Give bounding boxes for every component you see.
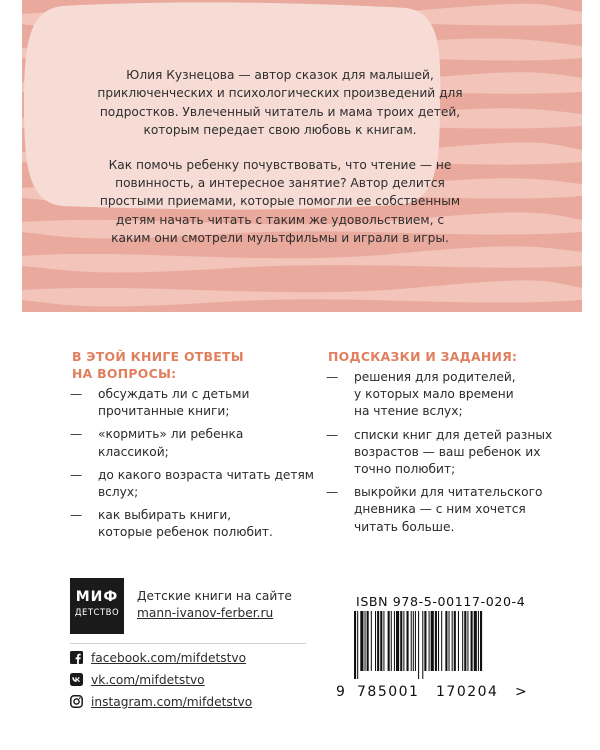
barcode-bar: [467, 611, 468, 671]
tips-list: [328, 369, 568, 536]
barcode-bar: [354, 611, 356, 679]
barcode-bar: [422, 611, 423, 679]
barcode-bar: [478, 611, 479, 671]
barcode-bar: [394, 611, 395, 671]
barcode-bar: [429, 611, 430, 671]
barcode-bar: [454, 611, 456, 671]
barcode-bar: [371, 611, 372, 671]
list-item: — как выбирать книги, которые ребенок полюбит.: [72, 507, 322, 541]
barcode-bar: [458, 611, 459, 671]
list-item: — «кормить» ли ребенка классикой;: [72, 426, 322, 460]
questions-heading: В ЭТОЙ КНИГЕ ОТВЕТЫ НА ВОПРОСЫ:: [72, 349, 244, 381]
list-item: — решения для родителей, у которых мало времени на чтение вслух;: [328, 369, 568, 421]
questions-list: [72, 386, 322, 542]
barcode-bar: [474, 611, 477, 671]
barcode-image: [352, 611, 522, 679]
barcode-bar: [449, 611, 450, 671]
barcode-bar: [360, 611, 363, 671]
barcode-bar: [380, 611, 382, 671]
vk-link[interactable]: vk.com/mifdetstvo: [91, 673, 205, 687]
barcode-bar: [415, 611, 416, 671]
list-item: — списки книг для детей разных возрастов — ваш ребенок их точно полюбит;: [328, 427, 568, 479]
barcode-digits-right: 170204: [436, 684, 499, 700]
list-item: — выкройки для читательского дневника — с ним хочется читать больше.: [328, 484, 568, 536]
book-paragraph: Как помочь ребенку почувствовать, что чтение — не повинность, а интересное занятие? Автор делится простыми приемами, которые помогли ее собственным детям начать читать с таким же удовольствием, с каким они смотрели мультфильмы и играли в игры.: [99, 157, 461, 246]
author-paragraph: Юлия Кузнецова — автор сказок для малышей, приключенческих и психологических произведений для подростков. Увлеченный читатель и мама троих детей, которым передает свою любовь к книгам.: [97, 68, 463, 138]
facebook-icon: [70, 651, 83, 664]
barcode-bar: [396, 611, 399, 671]
about-text: [96, 66, 464, 248]
facebook-link[interactable]: facebook.com/mifdetstvo: [91, 651, 247, 665]
barcode-digit-prefix: 9: [336, 684, 345, 700]
tips-heading: ПОДСКАЗКИ И ЗАДАНИЯ:: [328, 349, 518, 364]
barcode-bar: [435, 611, 437, 671]
barcode-bar: [377, 611, 379, 671]
barcode-bar: [471, 611, 473, 671]
barcode-bar: [441, 611, 442, 671]
barcode-bar: [367, 611, 369, 671]
list-item: — обсуждать ли с детьми прочитанные книги;: [72, 386, 322, 420]
barcode-quiet-zone-mark: >: [515, 684, 527, 700]
publisher-logo: МИФ ДЕТСТВО: [70, 578, 124, 634]
barcode-bar: [383, 611, 384, 671]
vk-icon: [70, 673, 83, 686]
publisher-site-link[interactable]: mann-ivanov-ferber.ru: [137, 606, 274, 620]
questions-section: [72, 348, 322, 548]
barcode-bar: [438, 611, 439, 671]
barcode-bar: [413, 611, 414, 671]
instagram-link[interactable]: instagram.com/mifdetstvo: [91, 695, 253, 709]
barcode-digits-left: 785001: [357, 684, 420, 700]
barcode-bar: [365, 611, 366, 671]
barcode-bar: [403, 611, 404, 671]
publisher-caption: Детские книги на сайте: [137, 589, 292, 603]
barcode-bar: [431, 611, 434, 671]
instagram-icon: [70, 695, 83, 708]
barcode-bar: [411, 611, 412, 671]
barcode-bar: [452, 611, 453, 671]
barcode-bar: [357, 611, 358, 679]
barcode-bar: [388, 611, 390, 671]
barcode-bar: [407, 611, 409, 671]
striped-background: [22, 0, 582, 312]
barcode-bar: [400, 611, 402, 671]
barcode-bar: [462, 611, 463, 671]
barcode-bar: [480, 611, 482, 671]
barcode-bar: [464, 611, 466, 671]
barcode-bar: [445, 611, 447, 671]
barcode-bar: [375, 611, 376, 671]
tips-section: [328, 348, 568, 542]
list-item: — до какого возраста читать детям вслух;: [72, 467, 322, 501]
barcode-bar: [424, 611, 426, 671]
publisher-info: [137, 588, 292, 622]
isbn-text: ISBN 978-5-00117-020-4: [356, 594, 526, 609]
barcode-bar: [418, 611, 419, 679]
divider: [70, 643, 306, 644]
barcode-bar: [391, 611, 392, 671]
